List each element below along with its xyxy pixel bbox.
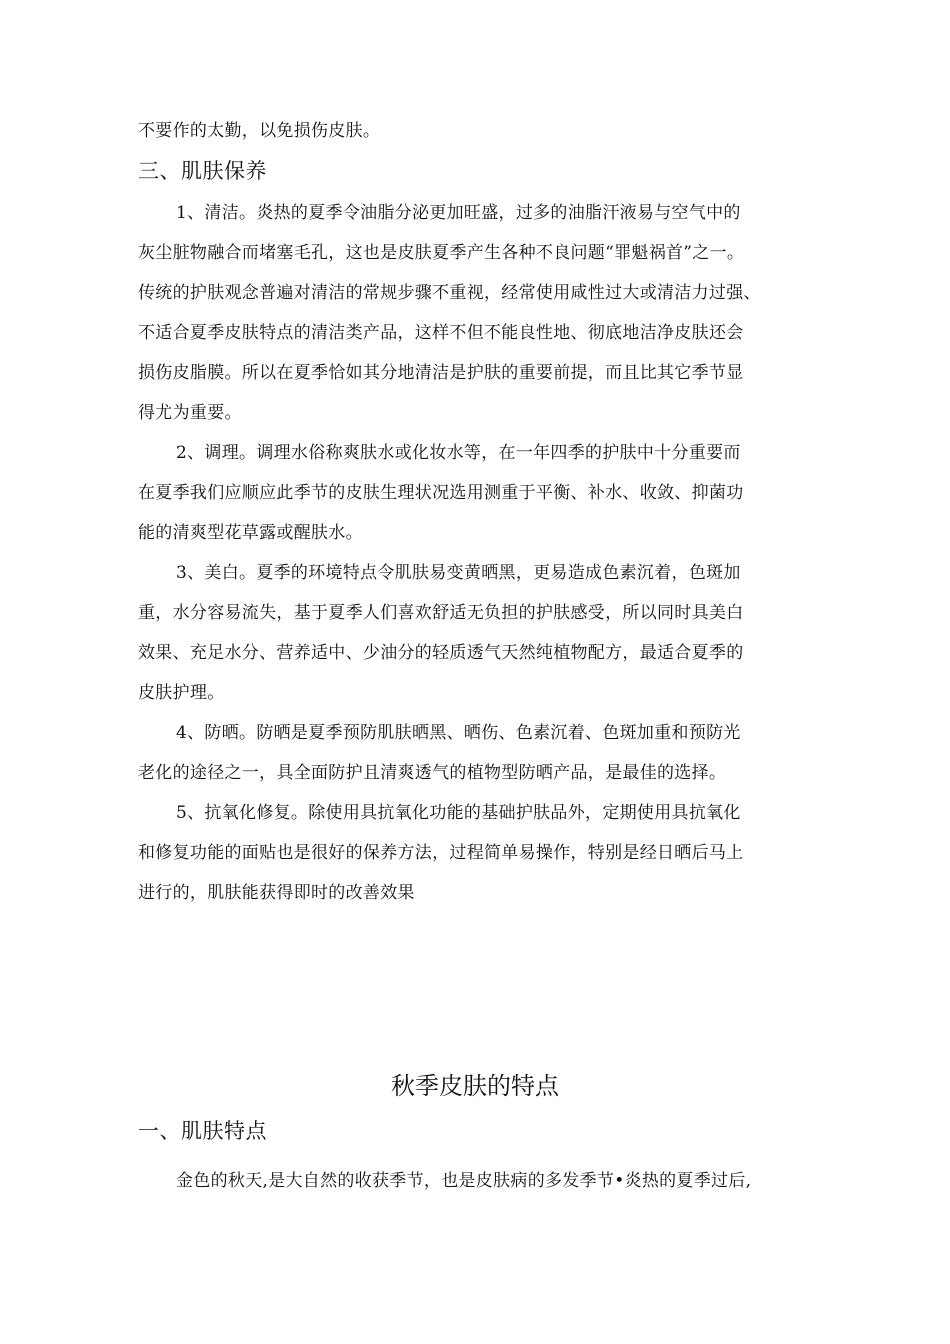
carryover-line: 不要作的太勤，以免损伤皮肤。 — [138, 121, 381, 141]
paragraph-cleansing-line-3: 传统的护肤观念普遍对清洁的常规步骤不重视，经常使用咸性过大或清洁力过强、 — [138, 283, 761, 303]
paragraph-toning-line-3: 能的清爽型花草露或醒肤水。 — [138, 523, 363, 543]
paragraph-whitening-line-1: 3、美白。夏季的环境特点令肌肤易变黄晒黑，更易造成色素沉着，色斑加 — [176, 563, 741, 583]
paragraph-cleansing-line-6: 得尤为重要。 — [138, 403, 242, 423]
paragraph-cleansing-line-2: 灰尘脏物融合而堵塞毛孔，这也是皮肤夏季产生各种不良问题“罪魁祸首”之一。 — [138, 243, 745, 263]
paragraph-cleansing-line-5: 损伤皮脂膜。所以在夏季恰如其分地清洁是护肤的重要前提，而且比其它季节显 — [138, 363, 744, 383]
paragraph-sunscreen-line-1: 4、防晒。防晒是夏季预防肌肤晒黑、晒伤、色素沉着、色斑加重和预防光 — [176, 723, 741, 743]
autumn-section-title: 秋季皮肤的特点 — [391, 1072, 559, 1100]
section-heading-skin-care: 三、肌肤保养 — [138, 159, 267, 183]
paragraph-cleansing-line-4: 不适合夏季皮肤特点的清洁类产品，这样不但不能良性地、彻底地洁净皮肤还会 — [138, 323, 744, 343]
section-heading-skin-features: 一、肌肤特点 — [138, 1119, 267, 1143]
paragraph-antioxidant-line-1: 5、抗氧化修复。除使用具抗氧化功能的基础护肤品外，定期使用具抗氧化 — [176, 803, 741, 823]
paragraph-antioxidant-line-3: 进行的，肌肤能获得即时的改善效果 — [138, 883, 415, 903]
paragraph-whitening-line-2: 重，水分容易流失，基于夏季人们喜欢舒适无负担的护肤感受，所以同时具美白 — [138, 603, 744, 623]
paragraph-autumn-line-1: 金色的秋天,是大自然的收获季节，也是皮肤病的多发季节•炎热的夏季过后, — [176, 1171, 752, 1191]
paragraph-antioxidant-line-2: 和修复功能的面贴也是很好的保养方法，过程简单易操作，特别是经日晒后马上 — [138, 843, 744, 863]
paragraph-cleansing-line-1: 1、清洁。炎热的夏季令油脂分泌更加旺盛，过多的油脂汗液易与空气中的 — [176, 203, 741, 223]
paragraph-toning-line-1: 2、调理。调理水俗称爽肤水或化妆水等，在一年四季的护肤中十分重要而 — [176, 443, 741, 463]
paragraph-whitening-line-4: 皮肤护理。 — [138, 683, 225, 703]
paragraph-toning-line-2: 在夏季我们应顺应此季节的皮肤生理状况选用测重于平衡、补水、收敛、抑菌功 — [138, 483, 744, 503]
paragraph-whitening-line-3: 效果、充足水分、营养适中、少油分的轻质透气天然纯植物配方，最适合夏季的 — [138, 643, 744, 663]
paragraph-sunscreen-line-2: 老化的途径之一，具全面防护且清爽透气的植物型防晒产品，是最佳的选择。 — [138, 763, 727, 783]
